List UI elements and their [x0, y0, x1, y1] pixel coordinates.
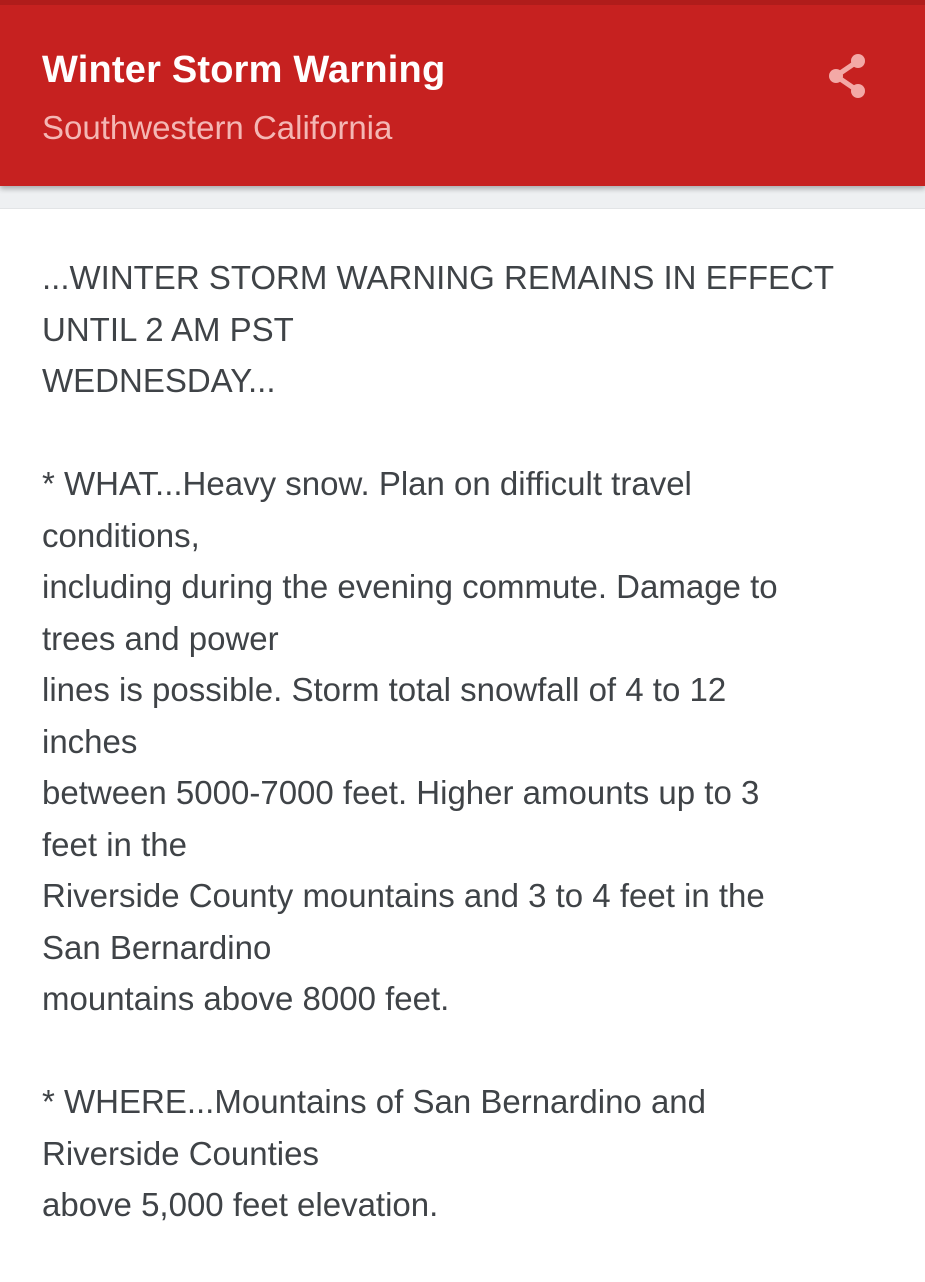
text-line: UNTIL 2 AM PST	[42, 310, 294, 348]
text-line: conditions,	[42, 516, 200, 554]
text-line: trees and power	[42, 619, 279, 657]
alert-region: Southwestern California	[42, 109, 393, 146]
alert-what-section	[42, 458, 902, 1025]
text-line: * WHAT...Heavy snow. Plan on difficult travel	[42, 465, 692, 502]
text-line: WEDNESDAY...	[42, 362, 276, 399]
share-icon	[818, 47, 878, 107]
alert-title: Winter Storm Warning	[42, 49, 446, 91]
header-divider	[0, 186, 925, 209]
share-button[interactable]	[818, 47, 878, 107]
text-line: between 5000-7000 feet. Higher amounts up to 3	[42, 774, 760, 811]
alert-body	[42, 252, 902, 1282]
text-line: inches	[42, 722, 138, 760]
alert-where-section	[42, 1076, 902, 1231]
alert-headline	[42, 252, 902, 407]
text-line: mountains above 8000 feet.	[42, 980, 450, 1017]
text-line: ...WINTER STORM WARNING REMAINS IN EFFECT	[42, 259, 834, 296]
alert-header	[0, 0, 925, 186]
text-line: including during the evening commute. Damage to	[42, 568, 778, 605]
text-line: above 5,000 feet elevation.	[42, 1186, 439, 1223]
text-line: lines is possible. Storm total snowfall of 4 to 12	[42, 671, 727, 708]
text-line: feet in the	[42, 825, 187, 863]
text-line: * WHERE...Mountains of San Bernardino and	[42, 1083, 707, 1120]
text-line: Riverside Counties	[42, 1134, 319, 1172]
text-line: San Bernardino	[42, 928, 272, 966]
text-line: Riverside County mountains and 3 to 4 feet in the	[42, 877, 765, 914]
